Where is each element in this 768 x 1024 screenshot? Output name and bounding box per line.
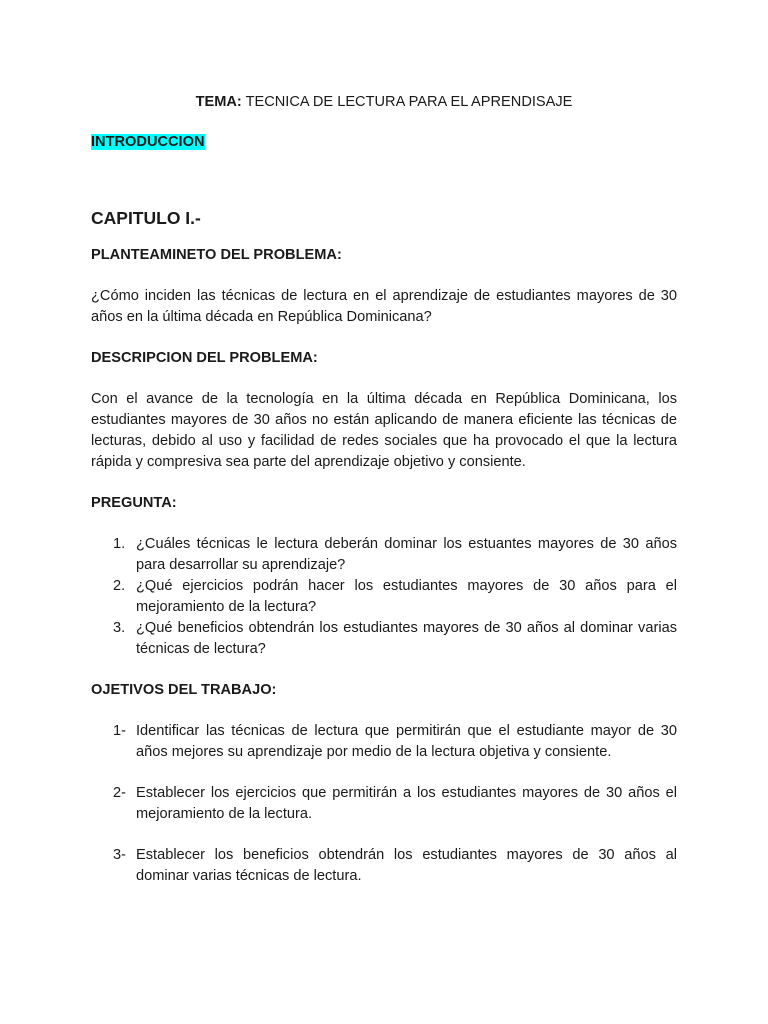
objective-text: Identificar las técnicas de lectura que permitirán que el estudiante mayor de 30 años mejores su aprendizaje por medio de la lectura objetiva y consiente. <box>136 723 677 760</box>
introduction-highlight: INTRODUCCION <box>91 134 205 150</box>
question-number: 2. <box>113 578 126 594</box>
list-item <box>91 534 677 576</box>
list-item <box>91 576 677 618</box>
objective-text: Establecer los ejercicios que permitirán a los estudiantes mayores de 30 años el mejoramiento de la lectura. <box>136 785 677 822</box>
problem-description-text: Con el avance de la tecnología en la última década en República Dominicana, los estudiantes mayores de 30 años no están aplicando de manera eficiente las técnicas de lecturas, debido al uso y facilidad de redes sociales que ha provocado el que la lectura rápida y compresiva sea parte del aprendizaje objetivo y consiente. <box>91 391 677 470</box>
question-number: 3. <box>113 620 126 636</box>
problem-statement-heading: PLANTEAMINETO DEL PROBLEMA: <box>91 247 342 263</box>
objectives-heading: OJETIVOS DEL TRABAJO: <box>91 682 277 698</box>
problem-description-heading: DESCRIPCION DEL PROBLEMA: <box>91 350 318 366</box>
question-text: ¿Qué beneficios obtendrán los estudiantes mayores de 30 años al dominar varias técnicas de lectura? <box>136 620 677 657</box>
document-page <box>91 92 677 907</box>
introduction-heading <box>91 132 677 153</box>
problem-statement-text: ¿Cómo inciden las técnicas de lectura en el aprendizaje de estudiantes mayores de 30 años en la última década en República Dominicana? <box>91 288 677 325</box>
objectives-list <box>91 721 677 887</box>
list-item <box>91 618 677 660</box>
question-text: ¿Cuáles técnicas le lectura deberán dominar los estuantes mayores de 30 años para desarrollar su aprendizaje? <box>136 536 677 573</box>
questions-list <box>91 534 677 660</box>
question-number: 1. <box>113 536 126 552</box>
title-label: TEMA: <box>195 94 242 110</box>
objective-number: 3- <box>113 847 126 863</box>
objective-number: 1- <box>113 723 126 739</box>
list-item <box>91 783 677 825</box>
question-text: ¿Qué ejercicios podrán hacer los estudiantes mayores de 30 años para el mejoramiento de la lectura? <box>136 578 677 615</box>
objective-text: Establecer los beneficios obtendrán los estudiantes mayores de 30 años al dominar varias técnicas de lectura. <box>136 847 677 884</box>
chapter-heading: CAPITULO I.- <box>91 208 201 228</box>
objective-number: 2- <box>113 785 126 801</box>
document-title <box>91 92 677 113</box>
list-item <box>91 845 677 887</box>
questions-heading: PREGUNTA: <box>91 495 177 511</box>
title-text: TECNICA DE LECTURA PARA EL APRENDISAJE <box>245 94 573 110</box>
list-item <box>91 721 677 763</box>
